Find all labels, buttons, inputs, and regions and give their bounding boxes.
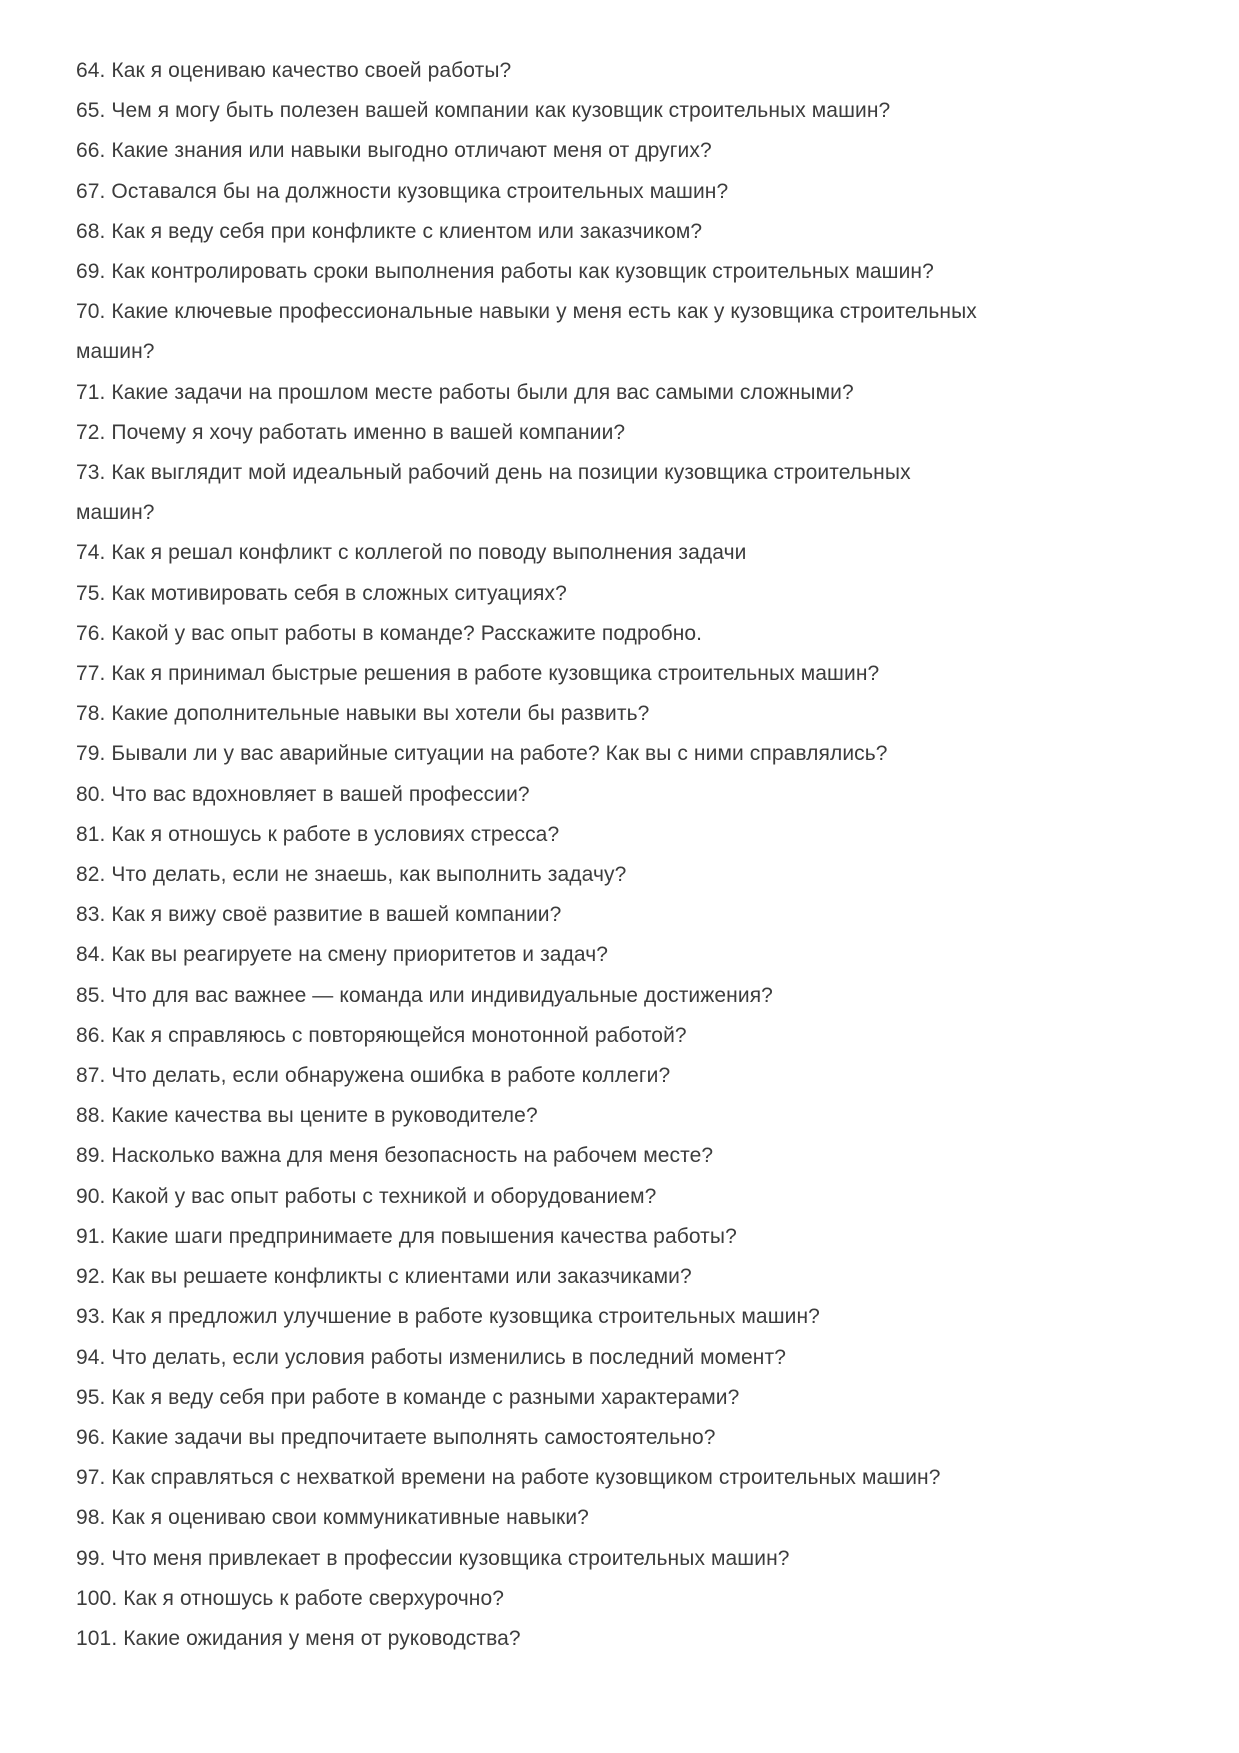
question-line: 100. Как я отношусь к работе сверхурочно? (76, 1586, 505, 1610)
question-item (76, 1458, 1196, 1498)
question-line: 83. Как я вижу своё развитие в вашей компании? (76, 903, 562, 927)
question-item (76, 51, 1196, 91)
question-line: 79. Бывали ли у вас аварийные ситуации на работе? Как вы с ними справлялись? (76, 742, 888, 766)
question-line: 87. Что делать, если обнаружена ошибка в работе коллеги? (76, 1064, 671, 1088)
question-line: 68. Как я веду себя при конфликте с клиентом или заказчиком? (76, 219, 703, 243)
question-item (76, 1257, 1196, 1297)
question-item (76, 131, 1196, 171)
question-line: 81. Как я отношусь к работе в условиях стресса? (76, 822, 560, 846)
question-item (76, 1217, 1196, 1257)
question-item (76, 775, 1196, 815)
question-line: машин? (76, 340, 155, 364)
question-line: 99. Что меня привлекает в профессии кузовщика строительных машин? (76, 1546, 790, 1570)
question-line: 77. Как я принимал быстрые решения в работе кузовщика строительных машин? (76, 662, 880, 686)
question-item (76, 252, 1196, 292)
question-item (76, 1619, 1196, 1659)
question-line: 64. Как я оцениваю качество своей работы? (76, 59, 512, 82)
question-line: машин? (76, 501, 155, 525)
question-line: 98. Как я оцениваю свои коммуникативные навыки? (76, 1506, 589, 1530)
question-line: 101. Какие ожидания у меня от руководства? (76, 1626, 521, 1650)
question-item (76, 413, 1196, 453)
question-item (76, 614, 1196, 654)
question-item (76, 976, 1196, 1016)
question-line: 97. Как справляться с нехваткой времени на работе кузовщиком строительных машин? (76, 1466, 941, 1490)
question-item (76, 1297, 1196, 1337)
question-item (76, 1338, 1196, 1378)
question-line: 74. Как я решал конфликт с коллегой по поводу выполнения задачи (76, 541, 747, 565)
question-item (76, 1498, 1196, 1538)
question-item (76, 453, 1196, 533)
question-line: 72. Почему я хочу работать именно в вашей компании? (76, 420, 626, 444)
question-line: 78. Какие дополнительные навыки вы хотели бы развить? (76, 702, 650, 726)
question-line: 88. Какие качества вы цените в руководителе? (76, 1104, 538, 1128)
question-line: 90. Какой у вас опыт работы с техникой и оборудованием? (76, 1184, 657, 1208)
question-item (76, 935, 1196, 975)
question-item (76, 1096, 1196, 1136)
question-line: 70. Какие ключевые профессиональные навыки у меня есть как у кузовщика строительных (76, 300, 977, 324)
question-item (76, 373, 1196, 413)
question-item (76, 1579, 1196, 1619)
question-line: 69. Как контролировать сроки выполнения работы как кузовщик строительных машин? (76, 260, 934, 284)
question-item (76, 1136, 1196, 1176)
question-line: 93. Как я предложил улучшение в работе кузовщика строительных машин? (76, 1305, 820, 1329)
question-line: 84. Как вы реагируете на смену приоритетов и задач? (76, 943, 609, 967)
question-item (76, 1177, 1196, 1217)
question-item (76, 815, 1196, 855)
question-line: 82. Что делать, если не знаешь, как выполнить задачу? (76, 863, 627, 887)
question-line: 95. Как я веду себя при работе в команде с разными характерами? (76, 1385, 740, 1409)
question-line: 85. Что для вас важнее — команда или индивидуальные достижения? (76, 983, 773, 1007)
question-item (76, 91, 1196, 131)
question-item (76, 895, 1196, 935)
question-item (76, 734, 1196, 774)
question-line: 65. Чем я могу быть полезен вашей компании как кузовщик строительных машин? (76, 99, 891, 123)
question-item (76, 1539, 1196, 1579)
question-line: 66. Какие знания или навыки выгодно отличают меня от других? (76, 139, 712, 163)
question-line: 96. Какие задачи вы предпочитаете выполнять самостоятельно? (76, 1425, 716, 1449)
question-item (76, 172, 1196, 212)
question-line: 67. Оставался бы на должности кузовщика строительных машин? (76, 179, 729, 203)
question-line: 86. Как я справляюсь с повторяющейся монотонной работой? (76, 1023, 687, 1047)
question-list (76, 51, 1199, 1659)
question-line: 76. Какой у вас опыт работы в команде? Расскажите подробно. (76, 621, 703, 645)
question-line: 92. Как вы решаете конфликты с клиентами или заказчиками? (76, 1265, 692, 1289)
question-line: 89. Насколько важна для меня безопасность на рабочем месте? (76, 1144, 714, 1168)
question-line: 91. Какие шаги предпринимаете для повышения качества работы? (76, 1224, 737, 1248)
question-item (76, 292, 1196, 372)
question-item (76, 1378, 1196, 1418)
question-line: 94. Что делать, если условия работы изменились в последний момент? (76, 1345, 786, 1369)
question-item (76, 654, 1196, 694)
question-item (76, 1056, 1196, 1096)
question-line: 73. Как выглядит мой идеальный рабочий день на позиции кузовщика строительных (76, 461, 911, 485)
question-item (76, 1418, 1196, 1458)
question-item (76, 574, 1196, 614)
question-item (76, 533, 1196, 573)
question-line: 75. Как мотивировать себя в сложных ситуациях? (76, 581, 567, 605)
question-item (76, 1016, 1196, 1056)
question-item (76, 694, 1196, 734)
question-line: 80. Что вас вдохновляет в вашей профессии? (76, 782, 530, 806)
question-item (76, 855, 1196, 895)
question-item (76, 212, 1196, 252)
question-line: 71. Какие задачи на прошлом месте работы были для вас самыми сложными? (76, 380, 854, 404)
